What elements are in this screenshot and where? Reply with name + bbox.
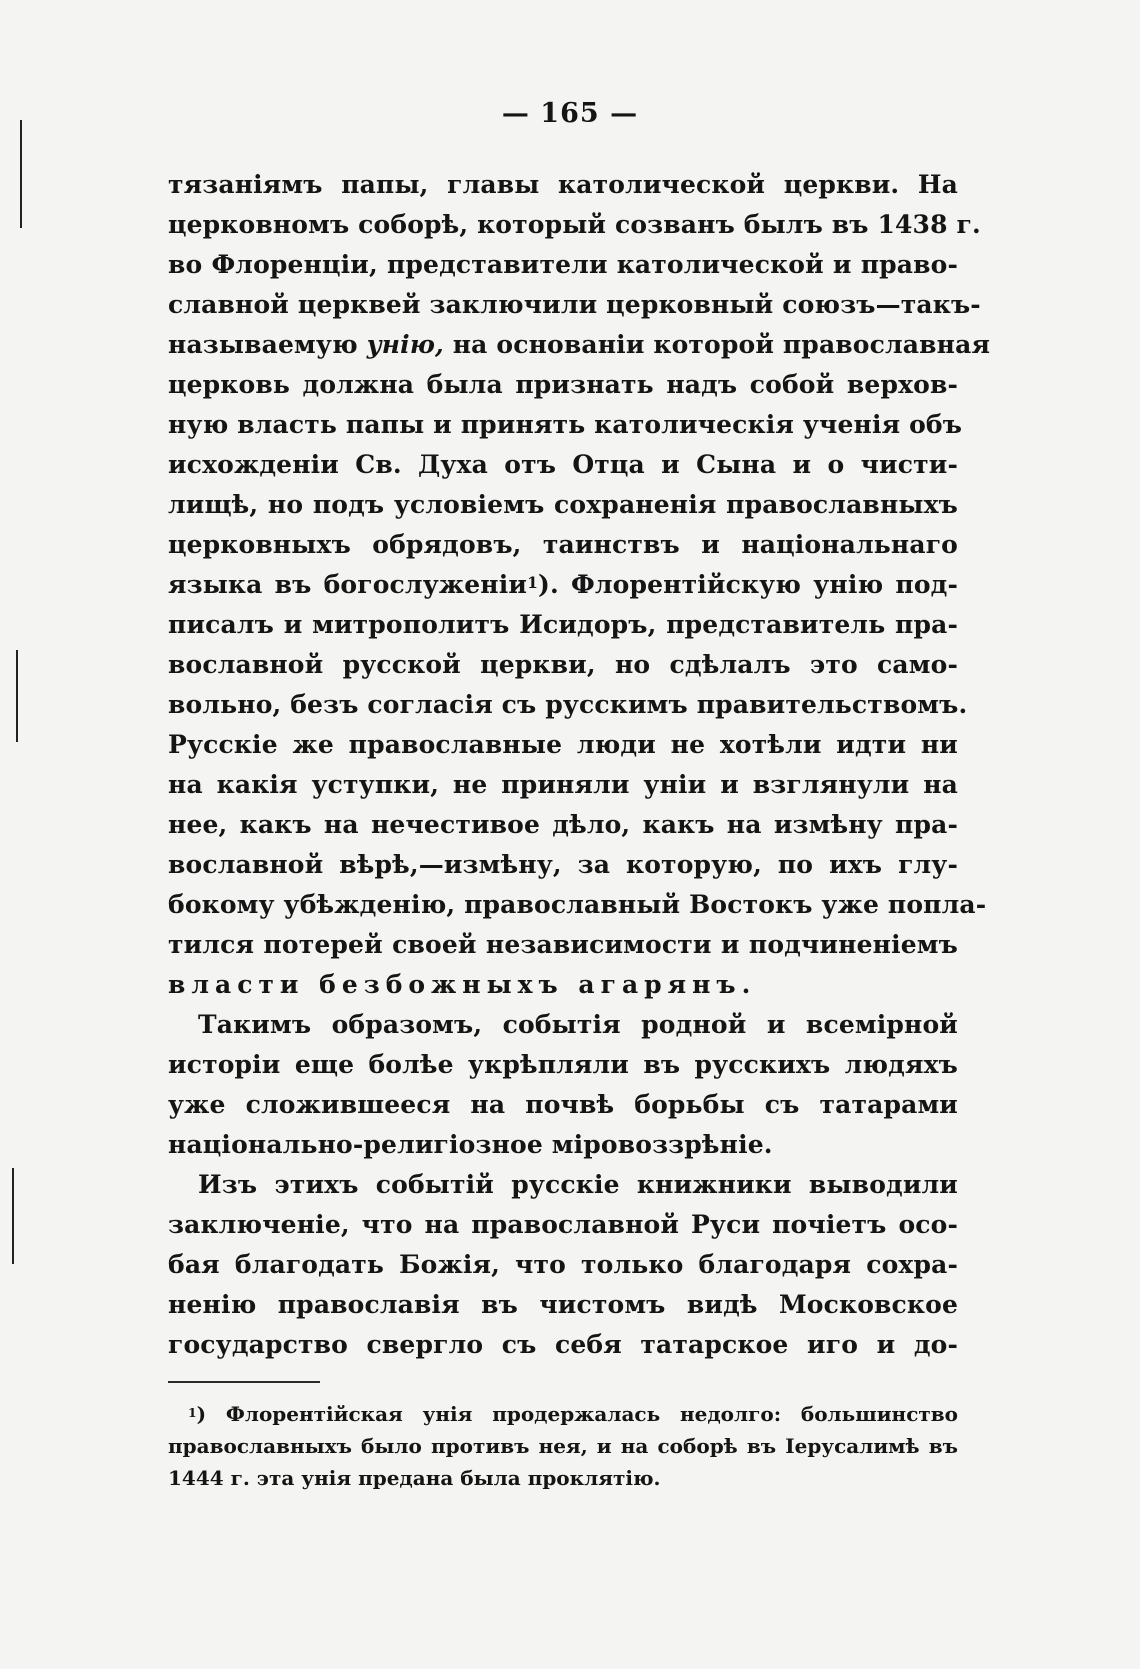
text-line: славной церквей заключили церковный союзъ—такъ- — [168, 290, 981, 319]
text-line: тился потерей своей независимости и подчиненiемъ — [168, 930, 958, 959]
text-line: на какiя уступки, не приняли унiи и взглянули на — [168, 770, 958, 799]
text-line: писалъ и митрополитъ Исидоръ, представитель пра- — [168, 610, 958, 639]
footnote-reference: 1 — [527, 572, 539, 592]
text-line: вославной русской церкви, но сдѣлалъ это само- — [168, 650, 958, 679]
footnote — [168, 1398, 958, 1494]
text-line: власти безбожныхъ агарянъ. — [168, 970, 757, 999]
text-line: лищѣ, но подъ условiемъ сохраненiя православныхъ — [168, 490, 958, 519]
footnote-line: 1444 г. эта унiя предана была проклятiю. — [168, 1466, 661, 1490]
italic-term-unia: унiю, — [366, 330, 444, 359]
text-line: во Флоренцiи, представители католической и право- — [168, 250, 958, 279]
paragraph-start-line: Такимъ образомъ, событiя родной и всемiрной — [198, 1010, 958, 1039]
text-line: вольно, безъ согласiя съ русскимъ правительствомъ. — [168, 690, 968, 719]
main-text — [168, 165, 991, 1365]
text-line: исторiи еще болѣе укрѣпляли въ русскихъ людяхъ — [168, 1050, 958, 1079]
text-line: нее, какъ на нечестивое дѣло, какъ на измѣну пра- — [168, 810, 958, 839]
footnote-text: ) Флорентiйская унiя продержалась недолго: большинство — [196, 1402, 958, 1426]
text-line: исхожденiи Св. Духа отъ Отца и Сына и о чисти- — [168, 450, 958, 479]
footnote-marker: 1 — [188, 1404, 197, 1420]
text-line: церковь должна была признать надъ собой верхов- — [168, 370, 958, 399]
text-line-with-footnote-ref — [168, 565, 958, 605]
text-line: нацiонально-религiозное мiровоззрѣнiе. — [168, 1130, 773, 1159]
line-prefix: языка въ богослуженiи — [168, 570, 528, 599]
paragraph-start-line: Изъ этихъ событiй русскiе книжники выводили — [198, 1170, 958, 1199]
text-line: тязанiямъ папы, главы католической церкви. На — [168, 170, 958, 199]
footnote-line: православныхъ было противъ нея, и на соборѣ въ Iерусалимѣ въ — [168, 1434, 958, 1458]
line-suffix: ). Флорентiйскую унiю под- — [538, 570, 959, 599]
text-line-with-italic — [168, 325, 991, 365]
line-prefix: называемую — [168, 330, 358, 359]
margin-mark-bottom-left — [12, 1168, 14, 1264]
footnote-divider — [168, 1381, 320, 1383]
text-line: церковныхъ обрядовъ, таинствъ и нацiональнаго — [168, 530, 958, 559]
text-line: уже сложившееся на почвѣ борьбы съ татарами — [168, 1090, 958, 1119]
text-line: ную власть папы и принять католическiя ученiя объ — [168, 410, 963, 439]
text-line: бая благодать Божiя, что только благодаря сохра- — [168, 1250, 958, 1279]
margin-mark-top-left — [20, 120, 22, 228]
page-number: — 165 — — [501, 98, 639, 129]
footnote-line — [168, 1398, 958, 1430]
text-line: ненiю православiя въ чистомъ видѣ Московское — [168, 1290, 958, 1319]
margin-mark-middle-left — [16, 650, 18, 742]
line-suffix: на основанiи которой православная — [452, 330, 991, 359]
text-line: заключенiе, что на православной Руси почiетъ осо- — [168, 1210, 958, 1239]
text-line: вославной вѣрѣ,—измѣну, за которую, по ихъ глу- — [168, 850, 958, 879]
text-line: церковномъ соборѣ, который созванъ былъ въ 1438 г. — [168, 210, 981, 239]
text-line: государство свергло съ себя татарское иго и до- — [168, 1330, 958, 1359]
text-line: бокому убѣжденiю, православный Востокъ уже попла- — [168, 890, 987, 919]
text-line: Русскiе же православные люди не хотѣли идти ни — [168, 730, 958, 759]
